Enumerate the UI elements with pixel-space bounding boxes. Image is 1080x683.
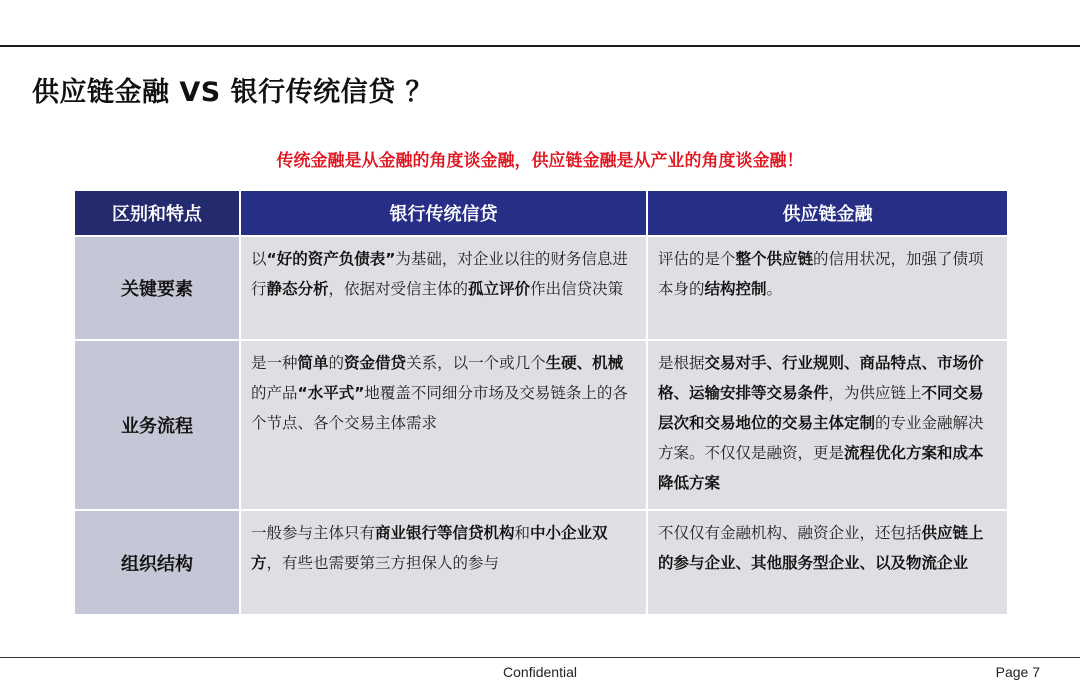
emphasis-text: “好的资产负债表”: [266, 250, 396, 268]
body-text: 的: [328, 354, 345, 372]
body-text: ，为供应链上: [828, 384, 922, 402]
cell-scf-business-process: [647, 340, 1008, 510]
cell-bank-organization: [240, 510, 647, 615]
body-text: 以: [251, 250, 267, 268]
cell-bank-key-elements: [240, 236, 647, 340]
slide-title: 供应链金融 VS 银行传统信贷 ？: [32, 77, 434, 108]
confidential-label: Confidential: [503, 664, 577, 680]
emphasis-text: 中小企业双方: [251, 524, 608, 572]
table-row-business-process: [74, 340, 1008, 510]
body-text: 的产品: [251, 384, 298, 402]
emphasis-text: 资金借贷: [344, 354, 407, 372]
comparison-table: [73, 189, 1009, 616]
emphasis-text: “水平式”: [297, 384, 365, 402]
body-text: 为基础，对企业以往的财务信息进行: [251, 250, 628, 298]
emphasis-text: 流程优化方案和成本降低方案: [658, 444, 984, 492]
table-row-organization: [74, 510, 1008, 615]
body-text: 和: [514, 524, 531, 542]
emphasis-text: 生硬、机械: [545, 354, 624, 372]
table-row-key-elements: [74, 236, 1008, 340]
emphasis-text: 孤立评价: [468, 280, 531, 298]
body-text: ，有些也需要第三方担保人的参与: [266, 554, 500, 572]
body-text: 地覆盖不同细分市场及交易链条上的各个节点、各个交易主体需求: [251, 384, 628, 432]
emphasis-text: 整个供应链: [735, 250, 814, 268]
page-number: Page 7: [995, 664, 1040, 680]
emphasis-text: 商业银行等信贷机构: [375, 524, 515, 542]
row-label-key-elements: 关键要素: [74, 236, 240, 340]
cell-scf-key-elements: [647, 236, 1008, 340]
top-divider: [0, 45, 1080, 47]
emphasis-text: 供应链上的参与企业、其他服务型企业、以及物流企业: [658, 524, 984, 572]
header-supply-chain-finance: 供应链金融: [647, 190, 1008, 236]
header-bank-credit: 银行传统信贷: [240, 190, 647, 236]
body-text: 的专业金融解决方案。不仅仅是融资，更是: [658, 414, 984, 462]
header-feature: 区别和特点: [74, 190, 240, 236]
body-text: 一般参与主体只有: [251, 524, 376, 542]
cell-scf-organization: [647, 510, 1008, 615]
body-text: 评估的是个: [658, 250, 736, 268]
body-text: 不仅仅有金融机构、融资企业，还包括: [658, 524, 922, 542]
body-text: 是根据: [658, 354, 705, 372]
body-text: 作出信贷决策: [530, 280, 624, 298]
emphasis-text: 简单: [297, 354, 329, 372]
emphasis-text: 不同交易层次和交易地位的交易主体定制: [658, 384, 984, 432]
emphasis-text: 静态分析: [266, 280, 329, 298]
body-text: 关系，以一个或几个: [406, 354, 546, 372]
emphasis-text: 结构控制: [704, 280, 767, 298]
body-text: 是一种: [251, 354, 298, 372]
row-label-business-process: 业务流程: [74, 340, 240, 510]
body-text: 的信用状况，加强了债项本身的: [658, 250, 984, 298]
emphasis-text: 交易对手、行业规则、商品特点、市场价格、运输安排等交易条件: [658, 354, 984, 402]
table-header-row: [74, 190, 1008, 236]
body-text: ，依据对受信主体的: [328, 280, 469, 298]
bottom-divider: [0, 657, 1080, 658]
cell-bank-business-process: [240, 340, 647, 510]
slide-subtitle: 传统金融是从金融的角度谈金融，供应链金融是从产业的角度谈金融！: [276, 151, 804, 171]
body-text: 。: [766, 280, 783, 298]
row-label-organization: 组织结构: [74, 510, 240, 615]
